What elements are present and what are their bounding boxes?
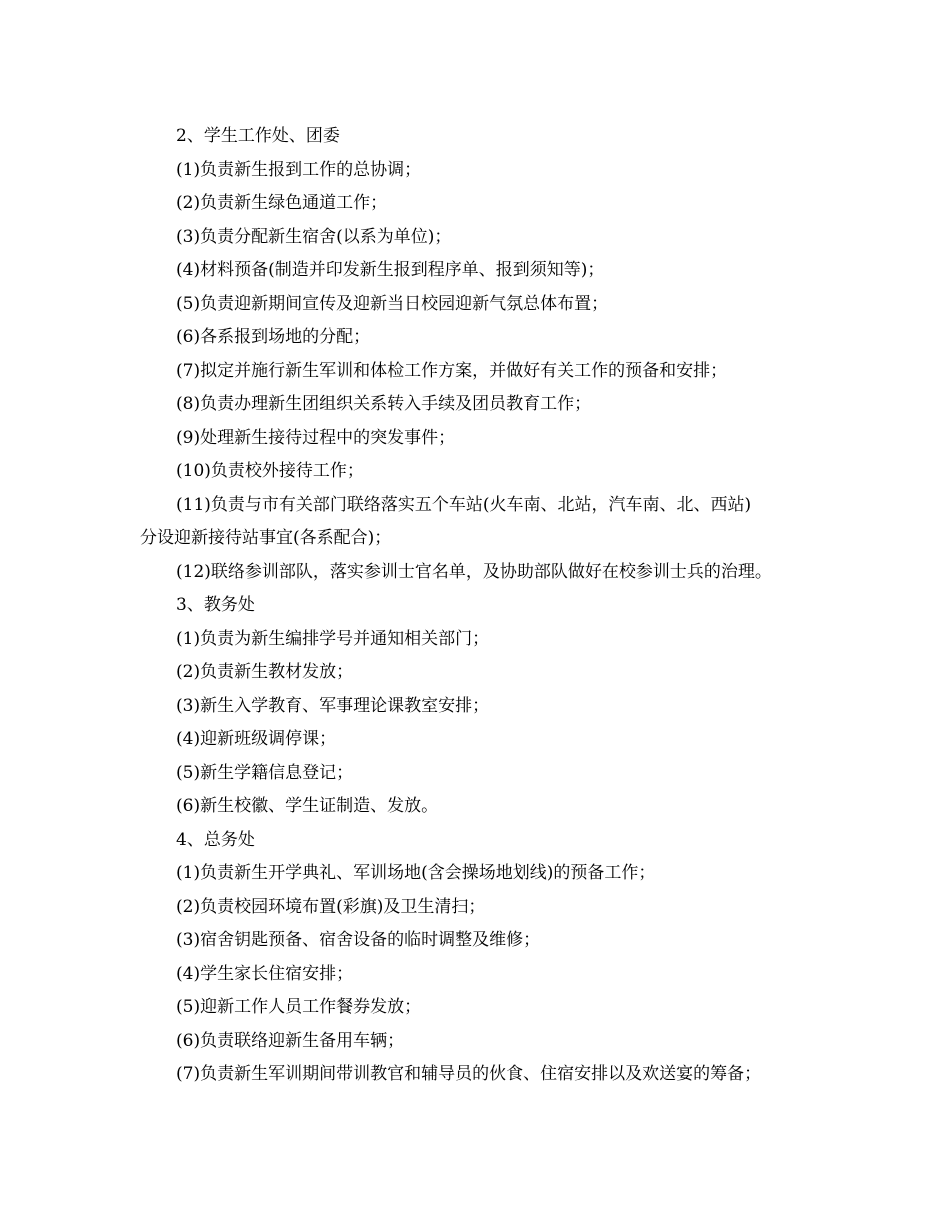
document-line: 3、教务处 [176,595,255,615]
document-line: 2、学生工作处、团委 [176,126,340,146]
document-line: (2)负责校园环境布置(彩旗)及卫生清扫； [176,896,486,917]
document-line: (12)联络参训部队，落实参训士官名单，及协助部队做好在校参训士兵的治理。 [176,561,772,582]
document-line: (7)拟定并施行新生军训和体检工作方案，并做好有关工作的预备和安排； [176,360,728,381]
document-line: (3)负责分配新生宿舍(以系为单位)； [176,226,452,247]
document-line: 4、总务处 [176,829,255,850]
document-line: (1)负责新生开学典礼、军训场地(含会操场地划线)的预备工作； [176,863,656,883]
document-line: (4)迎新班级调停课； [176,729,337,749]
document-line: (8)负责办理新生团组织关系转入手续及团员教育工作； [176,394,592,414]
document-line: (4)材料预备(制造并印发新生报到程序单、报到须知等)； [176,260,605,280]
document-line: (6)负责联络迎新生备用车辆； [176,1030,405,1051]
document-line: (10)负责校外接待工作； [176,461,364,481]
document-line: (1)负责为新生编排学号并通知相关部门； [176,628,490,649]
document-line: (3)宿舍钥匙预备、宿舍设备的临时调整及维修； [176,930,541,950]
document-line: (7)负责新生军训期间带训教官和辅导员的伙食、住宿安排以及欢送宴的筹备； [176,1064,762,1084]
document-line: (4)学生家长住宿安排； [176,963,354,984]
document-line: (6)各系报到场地的分配； [176,327,371,347]
document-line: (5)负责迎新期间宣传及迎新当日校园迎新气氛总体布置； [176,293,609,314]
document-line: (1)负责新生报到工作的总协调； [176,159,422,180]
document-line: (2)负责新生绿色通道工作； [176,193,388,213]
document-body [140,120,820,1092]
document-line: (9)处理新生接待过程中的突发事件； [176,427,456,448]
document-line: (6)新生校徽、学生证制造、发放。 [176,796,439,816]
document-line: (5)迎新工作人员工作餐券发放； [176,997,422,1017]
document-line: (5)新生学籍信息登记； [176,762,354,783]
document-line: (2)负责新生教材发放； [176,662,354,682]
document-line: (11)负责与市有关部门联络落实五个车站(火车南、北站，汽车南、北、西站) [176,494,752,515]
document-line: 分设迎新接待站事宜(各系配合)； [140,528,392,548]
document-line: (3)新生入学教育、军事理论课教室安排； [176,695,490,716]
